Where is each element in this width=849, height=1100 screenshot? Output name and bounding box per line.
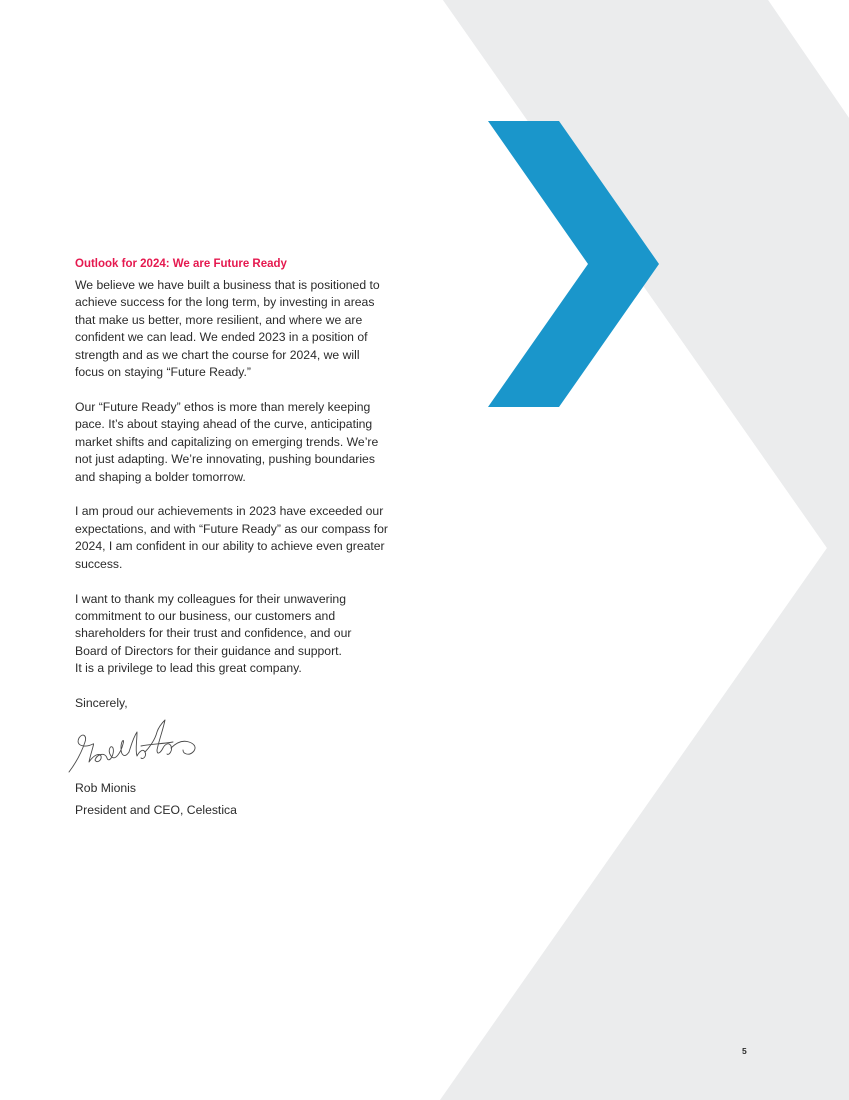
paragraph (75, 399, 415, 486)
text-line: It is a privilege to lead this great company. (75, 661, 302, 676)
text-line: not just adapting. We’re innovating, pushing boundaries (75, 452, 375, 467)
text-line: market shifts and capitalizing on emerging trends. We’re (75, 434, 379, 449)
text-line: 2024, I am confident in our ability to achieve even greater (75, 539, 385, 554)
paragraph (75, 591, 415, 678)
text-line: I am proud our achievements in 2023 have exceeded our (75, 504, 384, 519)
background-chevron-gray-main (440, 0, 849, 1100)
paragraph (75, 277, 415, 381)
text-line: achieve success for the long term, by investing in areas (75, 295, 375, 310)
text-line: Board of Directors for their guidance and support. (75, 643, 342, 658)
text-line: Our “Future Ready” ethos is more than merely keeping (75, 399, 371, 414)
section-heading: Outlook for 2024: We are Future Ready (75, 258, 287, 270)
text-line: expectations, and with “Future Ready” as our compass for (75, 521, 388, 536)
signer-name: Rob Mionis (75, 780, 136, 795)
text-line: focus on staying “Future Ready.” (75, 365, 251, 380)
signature-icon (65, 718, 205, 776)
text-line: confident we can lead. We ended 2023 in a position of (75, 330, 368, 345)
text-line: that make us better, more resilient, and where we are (75, 312, 363, 327)
paragraph (75, 503, 415, 573)
text-line: commitment to our business, our customers and (75, 609, 336, 623)
text-line: We believe we have built a business that is positioned to (75, 278, 380, 292)
page-number: 5 (742, 1046, 747, 1056)
text-line: and shaping a bolder tomorrow. (75, 469, 246, 484)
text-line: I want to thank my colleagues for their unwavering (75, 591, 346, 606)
text-line: strength and as we chart the course for 2024, we will (75, 347, 360, 362)
signer-title: President and CEO, Celestica (75, 802, 237, 817)
text-line: success. (75, 556, 123, 571)
text-line: shareholders for their trust and confidence, and our (75, 626, 352, 641)
text-line: pace. It’s about staying ahead of the curve, anticipating (75, 417, 373, 432)
letter-body (75, 277, 415, 678)
ceo-letter (75, 256, 415, 824)
closing-salutation: Sincerely, (75, 696, 128, 711)
